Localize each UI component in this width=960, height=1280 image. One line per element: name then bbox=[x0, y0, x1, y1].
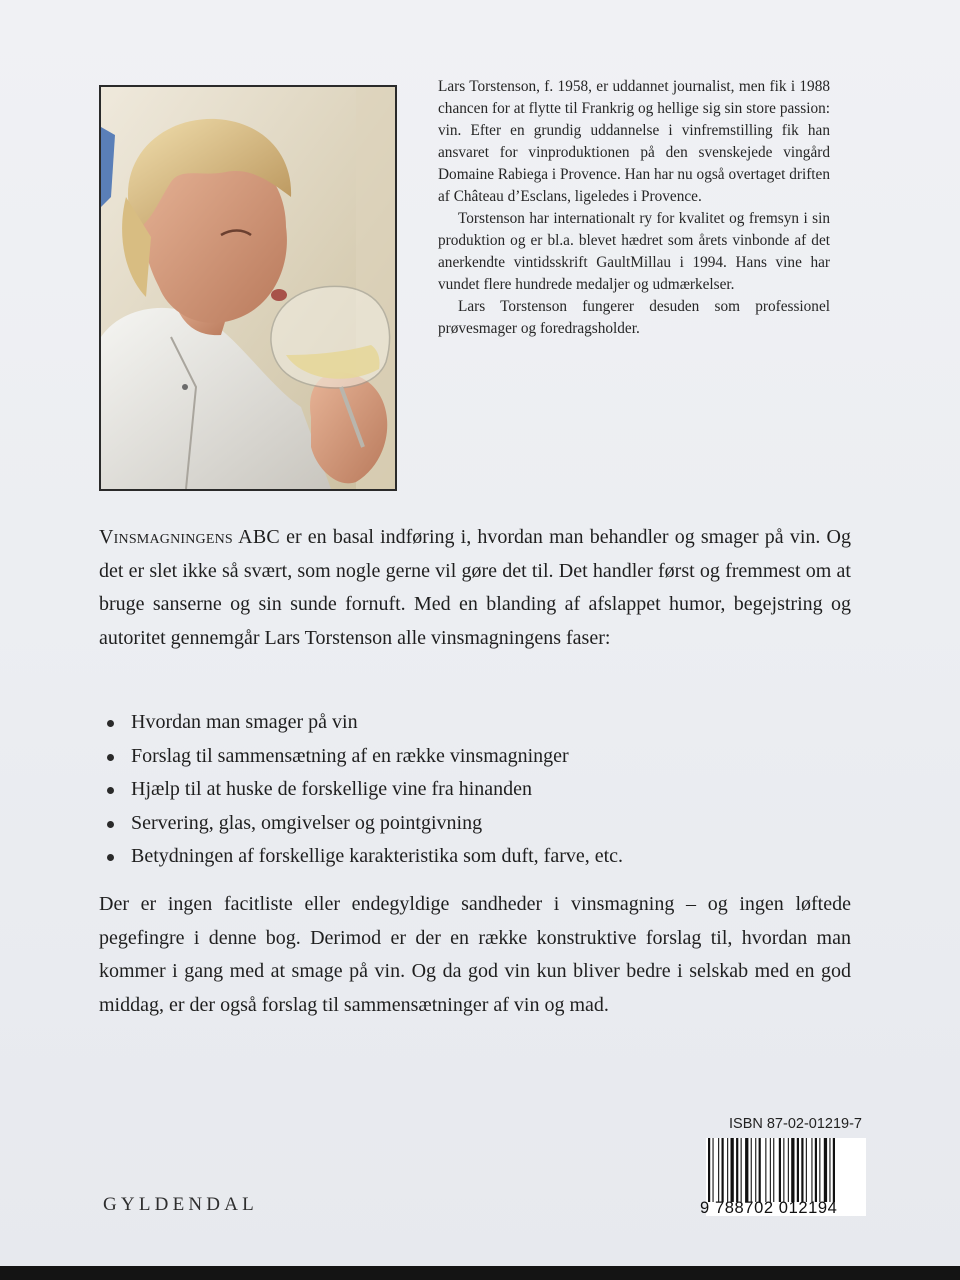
description-intro-text: er en basal indføring i, hvordan man behandler og smager på vin. Og det er slet ikke så svært, som nogle gerne vil gøre det til. Det handler først og fremmest om at bruge sanserne og sin sunde fornuft. Med en blanding af afslappet humor, begejstring og autoritet gennemgår Lars Torstenson alle vinsmagningens faser: bbox=[99, 526, 852, 649]
bullet-icon bbox=[107, 854, 114, 861]
barcode-bar bbox=[801, 1138, 803, 1202]
feature-list bbox=[105, 706, 845, 874]
description-closing: Der er ingen facitliste eller endegyldige sandheder i vinsmagning – og ingen løftede pegefingre i denne bog. Derimod er der en række konstruktive forslag til, hvordan man kommer i gang med at smage på vin. Og da god vin kun bliver bedre i selskab med en god middag, er der også forslag til sammensætninger af vin og mad. bbox=[99, 893, 851, 1016]
barcode-bar bbox=[755, 1138, 756, 1202]
bullet-icon bbox=[107, 754, 114, 761]
barcode-bar bbox=[759, 1138, 761, 1202]
bio-paragraph: Torstenson har internationalt ry for kvalitet og fremsyn i sin produktion og er bl.a. blevet hædret som årets vinbonde af det anerkendte vintidsskrift GaultMillau i 1994. Hans vine har vundet flere hundrede medaljer og udmærkelser. bbox=[438, 210, 830, 293]
list-item bbox=[105, 706, 845, 740]
isbn-label: ISBN 87-02-01219-7 bbox=[729, 1116, 862, 1132]
barcode-bar bbox=[708, 1138, 710, 1202]
barcode-bar bbox=[829, 1138, 830, 1202]
list-item-text: Hvordan man smager på vin bbox=[131, 711, 358, 733]
list-item-text: Hjælp til at huske de forskellige vine fra hinanden bbox=[131, 778, 533, 800]
barcode-bar bbox=[779, 1138, 781, 1202]
bullet-icon bbox=[107, 787, 114, 794]
barcode-bar bbox=[806, 1138, 807, 1202]
barcode-bar bbox=[773, 1138, 774, 1202]
barcode-bar bbox=[783, 1138, 784, 1202]
barcode-bar bbox=[745, 1138, 748, 1202]
bullet-icon bbox=[107, 821, 114, 828]
barcode-bar bbox=[770, 1138, 771, 1202]
list-item bbox=[105, 807, 845, 841]
barcode-bar bbox=[736, 1138, 738, 1202]
list-item bbox=[105, 840, 845, 874]
bullet-icon bbox=[107, 720, 114, 727]
publisher-name: GYLDENDAL bbox=[103, 1194, 258, 1215]
barcode-bar bbox=[791, 1138, 794, 1202]
barcode-bar bbox=[722, 1138, 724, 1202]
book-description bbox=[99, 521, 851, 655]
barcode-bar bbox=[731, 1138, 734, 1202]
barcode-bars bbox=[706, 1138, 866, 1202]
bio-paragraph: Lars Torstenson, f. 1958, er uddannet journalist, men fik i 1988 chancen for at flytte til Frankrig og hellige sig sin store passion: vin. Efter en grundig uddannelse i vinfremstilling fik han ansvaret for vinproduktionen på den svenskejede vingård Domaine Rabiega i Provence. Han har nu også overtaget driften af Château d’Esclans, ligeledes i Provence. bbox=[438, 78, 830, 205]
barcode-bar bbox=[797, 1138, 799, 1202]
barcode-bar bbox=[751, 1138, 752, 1202]
description-intro bbox=[99, 521, 851, 655]
book-title-smallcaps: Vinsmagningens ABC bbox=[99, 526, 280, 548]
barcode-bar bbox=[741, 1138, 742, 1202]
barcode-bar bbox=[713, 1138, 714, 1202]
author-portrait-illustration bbox=[101, 87, 395, 489]
author-biography bbox=[438, 76, 830, 340]
author-photo bbox=[99, 85, 397, 491]
barcode-bar bbox=[765, 1138, 766, 1202]
barcode-digits: 9 788702 012194 bbox=[700, 1199, 838, 1217]
photo-edge-shadow bbox=[0, 1266, 960, 1280]
barcode-bar bbox=[824, 1138, 827, 1202]
barcode-bar bbox=[811, 1138, 812, 1202]
barcode-bar bbox=[819, 1138, 820, 1202]
list-item-text: Forslag til sammensætning af en række vinsmagninger bbox=[131, 744, 569, 767]
list-item bbox=[105, 773, 845, 807]
barcode-bar bbox=[727, 1138, 728, 1202]
list-item-text: Servering, glas, omgivelser og pointgivning bbox=[131, 811, 483, 834]
barcode-bar bbox=[718, 1138, 719, 1202]
barcode-bar bbox=[788, 1138, 789, 1202]
barcode-bar bbox=[815, 1138, 817, 1202]
list-item-text: Betydningen af forskellige karakteristika som duft, farve, etc. bbox=[131, 845, 624, 867]
barcode-bar bbox=[833, 1138, 835, 1202]
bio-paragraph: Lars Torstenson fungerer desuden som professionel prøvesmager og foredragsholder. bbox=[438, 298, 830, 337]
list-item bbox=[105, 740, 845, 774]
